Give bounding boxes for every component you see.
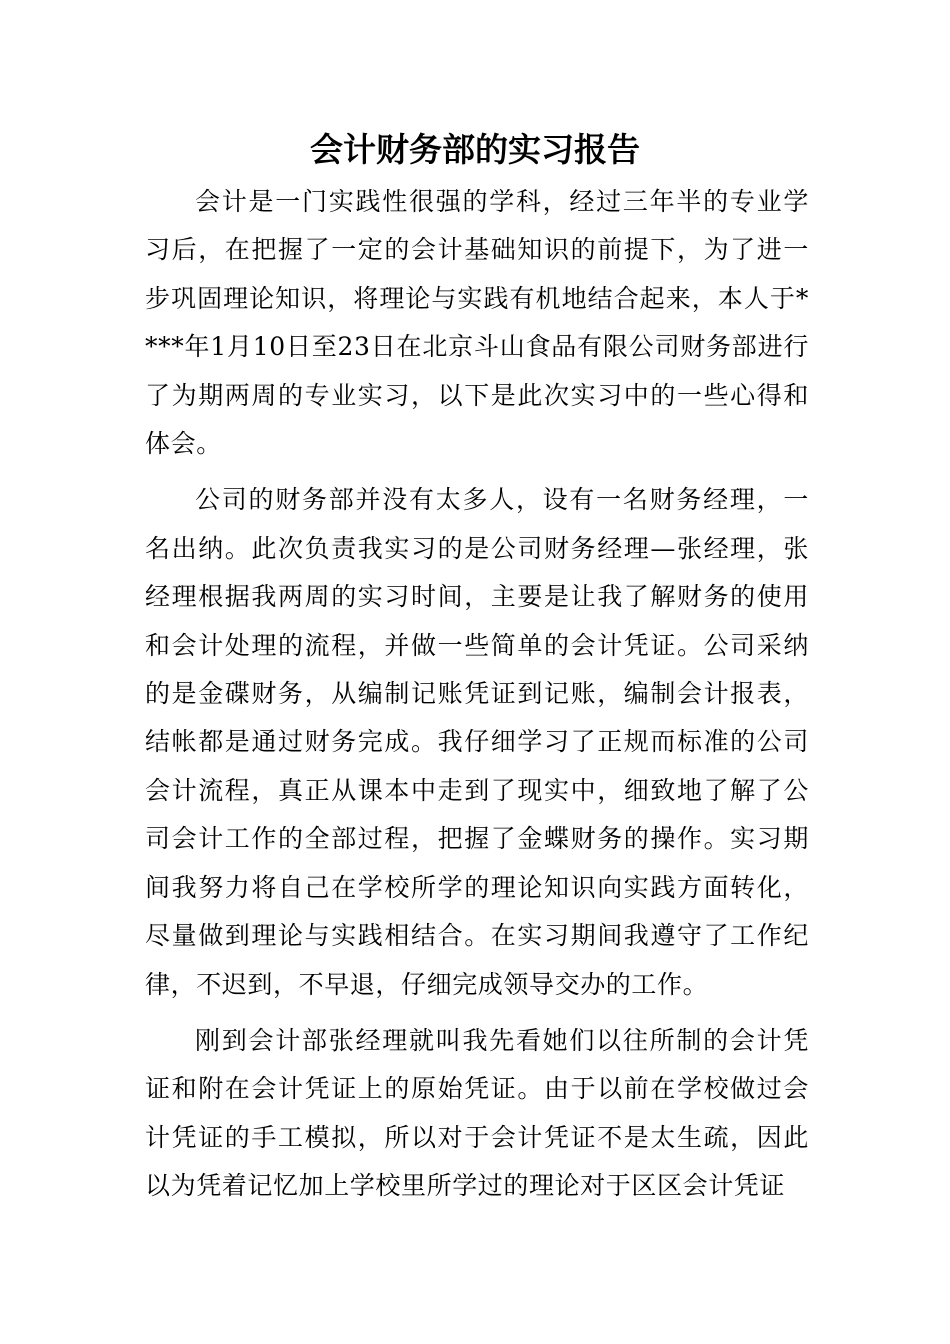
- paragraph-3: 刚到会计部张经理就叫我先看她们以往所制的会计凭证和附在会计凭证上的原始凭证。由于以前在学校做过会计凭证的手工模拟，所以对于会计凭证不是太生疏，因此以为凭着记忆加上学校里所学过的理论对于区区会计凭证: [145, 1025, 809, 1201]
- document-title: 会计财务部的实习报告: [310, 130, 640, 169]
- paragraph-2: 公司的财务部并没有太多人，设有一名财务经理，一名出纳。此次负责我实习的是公司财务经理—张经理，张经理根据我两周的实习时间，主要是让我了解财务的使用和会计处理的流程，并做一些简单的会计凭证。公司采纳的是金碟财务，从编制记账凭证到记账，编制会计报表，结帐都是通过财务完成。我仔细学习了正规而标准的公司会计流程，真正从课本中走到了现实中，细致地了解了公司会计工作的全部过程，把握了金蝶财务的操作。实习期间我努力将自己在学校所学的理论知识向实践方面转化，尽量做到理论与实践相结合。在实习期间我遵守了工作纪律，不迟到，不早退，仔细完成领导交办的工作。: [145, 485, 809, 999]
- paragraph-1: 会计是一门实践性很强的学科，经过三年半的专业学习后，在把握了一定的会计基础知识的前提下，为了进一步巩固理论知识，将理论与实践有机地结合起来，本人于****年1月10日至23日在北京斗山食品有限公司财务部进行了为期两周的专业实习，以下是此次实习中的一些心得和体会。: [145, 187, 809, 459]
- document-body: [145, 178, 809, 1211]
